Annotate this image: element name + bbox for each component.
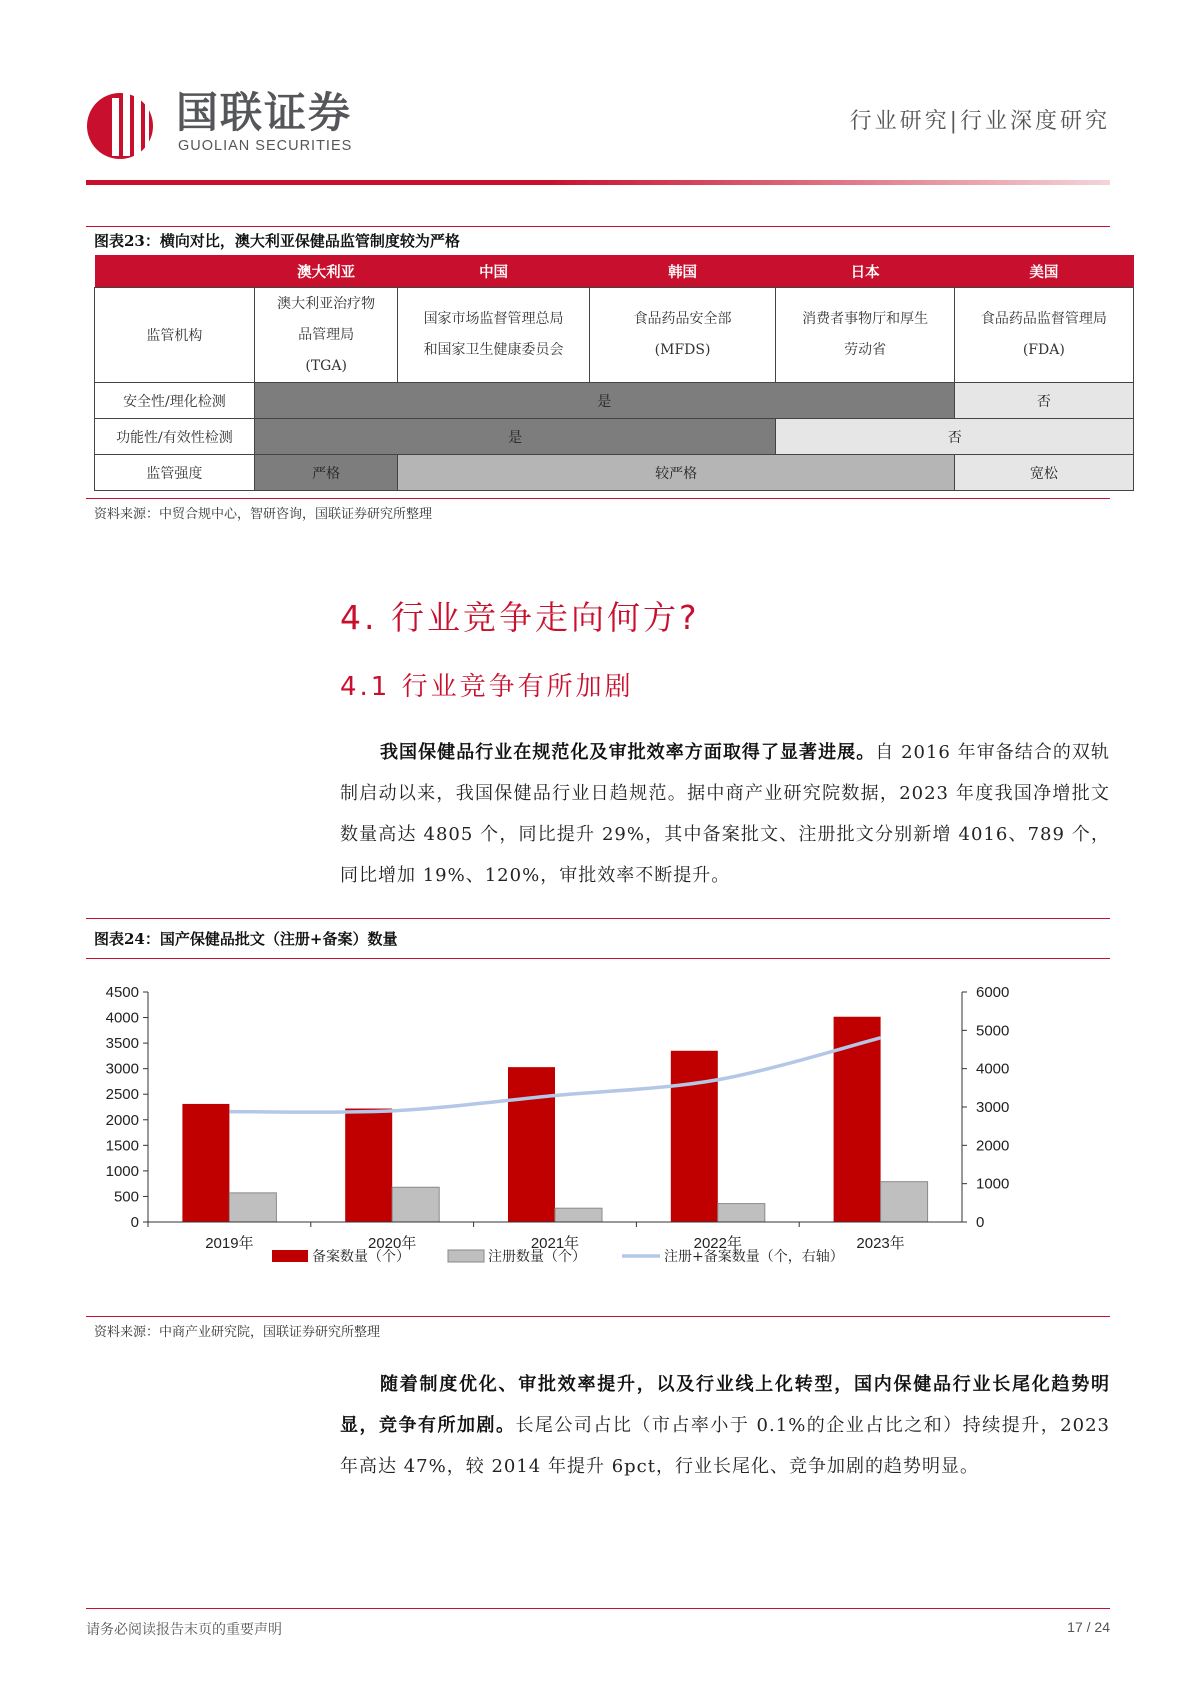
legend-label-filing: 备案数量（个） [312,1249,410,1265]
cell-safety-no: 否 [954,383,1133,419]
col-usa: 美国 [954,255,1133,288]
bar-filing-2 [508,1067,555,1222]
cell-efficacy-yes: 是 [254,419,776,455]
cell-safety-yes: 是 [254,383,954,419]
footer-notice: 请务必阅读报告末页的重要声明 [86,1622,282,1638]
agency-jp-line2: 劳动省 [844,342,887,358]
col-japan: 日本 [776,255,954,288]
logo-name-en: GUOLIAN SECURITIES [178,138,353,154]
bar-registration-4 [881,1182,928,1222]
legend-label-registration: 注册数量（个） [488,1249,586,1265]
agency-us-line1: 食品药品监督管理局 [980,311,1107,327]
table-header-row [95,255,1134,288]
row-label-strength: 监管强度 [95,455,255,491]
bar-filing-1 [345,1109,392,1222]
right-axis-tick-label: 0 [976,1214,985,1231]
right-axis-tick-label: 2000 [976,1137,1010,1155]
right-axis-tick-label: 3000 [976,1099,1010,1116]
col-china: 中国 [398,255,589,288]
agency-kr-line2: (MFDS) [654,342,711,358]
header-divider [86,180,1110,185]
bar-registration-0 [229,1193,276,1222]
bar-registration-3 [718,1204,765,1222]
agency-jp-line1: 消费者事物厅和厚生 [802,311,929,327]
paragraph-1 [340,732,1110,896]
right-axis-tick-label: 5000 [976,1022,1010,1040]
cell-strength-loose: 宽松 [954,455,1133,491]
comparison-table [94,255,1134,491]
agency-kr-line1: 食品药品安全部 [633,311,732,327]
x-axis-tick-label: 2022年 [693,1235,742,1252]
x-axis-tick-label: 2019年 [205,1235,254,1252]
left-axis-tick-label: 0 [130,1214,139,1231]
fig23-top-rule [86,226,1110,227]
logo [86,86,386,166]
x-axis-tick-label: 2023年 [856,1235,905,1252]
left-axis-tick-label: 500 [113,1188,139,1206]
fig23-caption: 图表23：横向对比，澳大利亚保健品监管制度较为严格 [94,232,460,250]
x-axis-tick-label: 2020年 [368,1235,417,1252]
paragraph-1-lead: 我国保健品行业在规范化及审批效率方面取得了显著进展。 [380,742,876,763]
cell-agency-usa [954,288,1133,383]
fig24-caption-rule [86,958,1110,959]
agency-au-line2: 品管理局 [298,326,355,343]
cell-efficacy-no: 否 [776,419,1134,455]
page-number: 17 / 24 [1067,1619,1110,1635]
right-axis-tick-label: 6000 [976,984,1010,1001]
chart-legend [272,1248,844,1265]
legend-swatch-filing [272,1250,308,1262]
footer-rule [86,1608,1110,1609]
cell-agency-japan [776,288,954,383]
agency-us-line2: (FDA) [1022,342,1065,358]
left-axis-tick-label: 3000 [105,1060,139,1078]
bar-filing-3 [671,1051,718,1222]
paragraph-2-lead: 随着制度优化、审批效率提升，以及行业线上化转型，国内保健品行业长尾化趋势明显，竞争有所加剧。 [340,1374,1110,1436]
right-axis-tick-label: 4000 [976,1060,1010,1078]
agency-au-line3: (TGA) [305,357,347,374]
approval-chart [86,960,1110,1300]
left-axis-tick-label: 1000 [105,1162,139,1180]
row-label-agency: 监管机构 [95,288,255,383]
left-axis-tick-label: 1500 [105,1137,139,1155]
left-axis-tick-label: 3500 [105,1035,139,1053]
fig23-bottom-rule [86,498,1110,499]
left-axis-tick-label: 2000 [105,1111,139,1129]
left-axis-tick-label: 2500 [105,1086,139,1104]
table-row-efficacy [95,419,1134,455]
logo-mark-icon [86,86,166,166]
left-axis-tick-label: 4500 [105,984,139,1001]
fig24-top-rule [86,918,1110,919]
fig24-caption: 图表24：国产保健品批文（注册+备案）数量 [94,930,398,948]
cell-strength-strict: 严格 [254,455,398,491]
fig23-source: 资料来源：中贸合规中心，智研咨询，国联证券研究所整理 [94,507,433,522]
bar-registration-2 [555,1208,602,1222]
right-axis-tick-label: 1000 [976,1175,1010,1193]
bar-filing-0 [182,1104,229,1222]
fig24-bottom-rule [86,1316,1110,1317]
x-axis-tick-label: 2021年 [530,1235,580,1252]
subsection-heading: 4.1 行业竞争有所加剧 [340,672,634,702]
cell-agency-china [398,288,589,383]
paragraph-2-body: 长尾公司占比（市占率小于 0.1%的企业占比之和）持续提升，2023 年高达 47%，较 2014 年提升 6pct，行业长尾化、竞争加剧的趋势明显。 [340,1415,1110,1477]
row-label-efficacy: 功能性/有效性检测 [95,419,255,455]
col-korea: 韩国 [589,255,776,288]
left-axis-tick-label: 4000 [105,1009,139,1027]
bar-registration-1 [392,1187,439,1222]
paragraph-2 [340,1364,1110,1487]
section-heading: 4. 行业竞争走向何方? [340,598,700,637]
cell-agency-australia [254,288,398,383]
agency-au-line1: 澳大利亚治疗物 [277,295,376,312]
table-row-safety [95,383,1134,419]
table-row-agency [95,288,1134,383]
fig24-source: 资料来源：中商产业研究院，国联证券研究所整理 [94,1325,381,1340]
table-row-strength [95,455,1134,491]
cell-strength-fairly-strict: 较严格 [398,455,954,491]
logo-name-cn: 国联证券 [176,88,353,137]
header-blank [95,255,255,288]
agency-cn-line1: 国家市场监督管理总局 [423,311,564,327]
cell-agency-korea [589,288,776,383]
row-label-safety: 安全性/理化检测 [95,383,255,419]
agency-cn-line2: 和国家卫生健康委员会 [423,342,564,358]
paragraph-1-body: 自 2016 年审备结合的双轨制启动以来，我国保健品行业日趋规范。据中商产业研究院数据，2023 年度我国净增批文数量高达 4805 个，同比提升 29%，其中备案批文、注册批文分别新增 4016、789 个，同比增加 19%、120%，审批效率不断提升。 [340,742,1110,886]
col-australia: 澳大利亚 [254,255,398,288]
legend-label-total: 注册+备案数量（个，右轴） [664,1249,844,1265]
report-category: 行业研究|行业深度研究 [849,109,1110,134]
legend-swatch-registration [448,1250,484,1262]
